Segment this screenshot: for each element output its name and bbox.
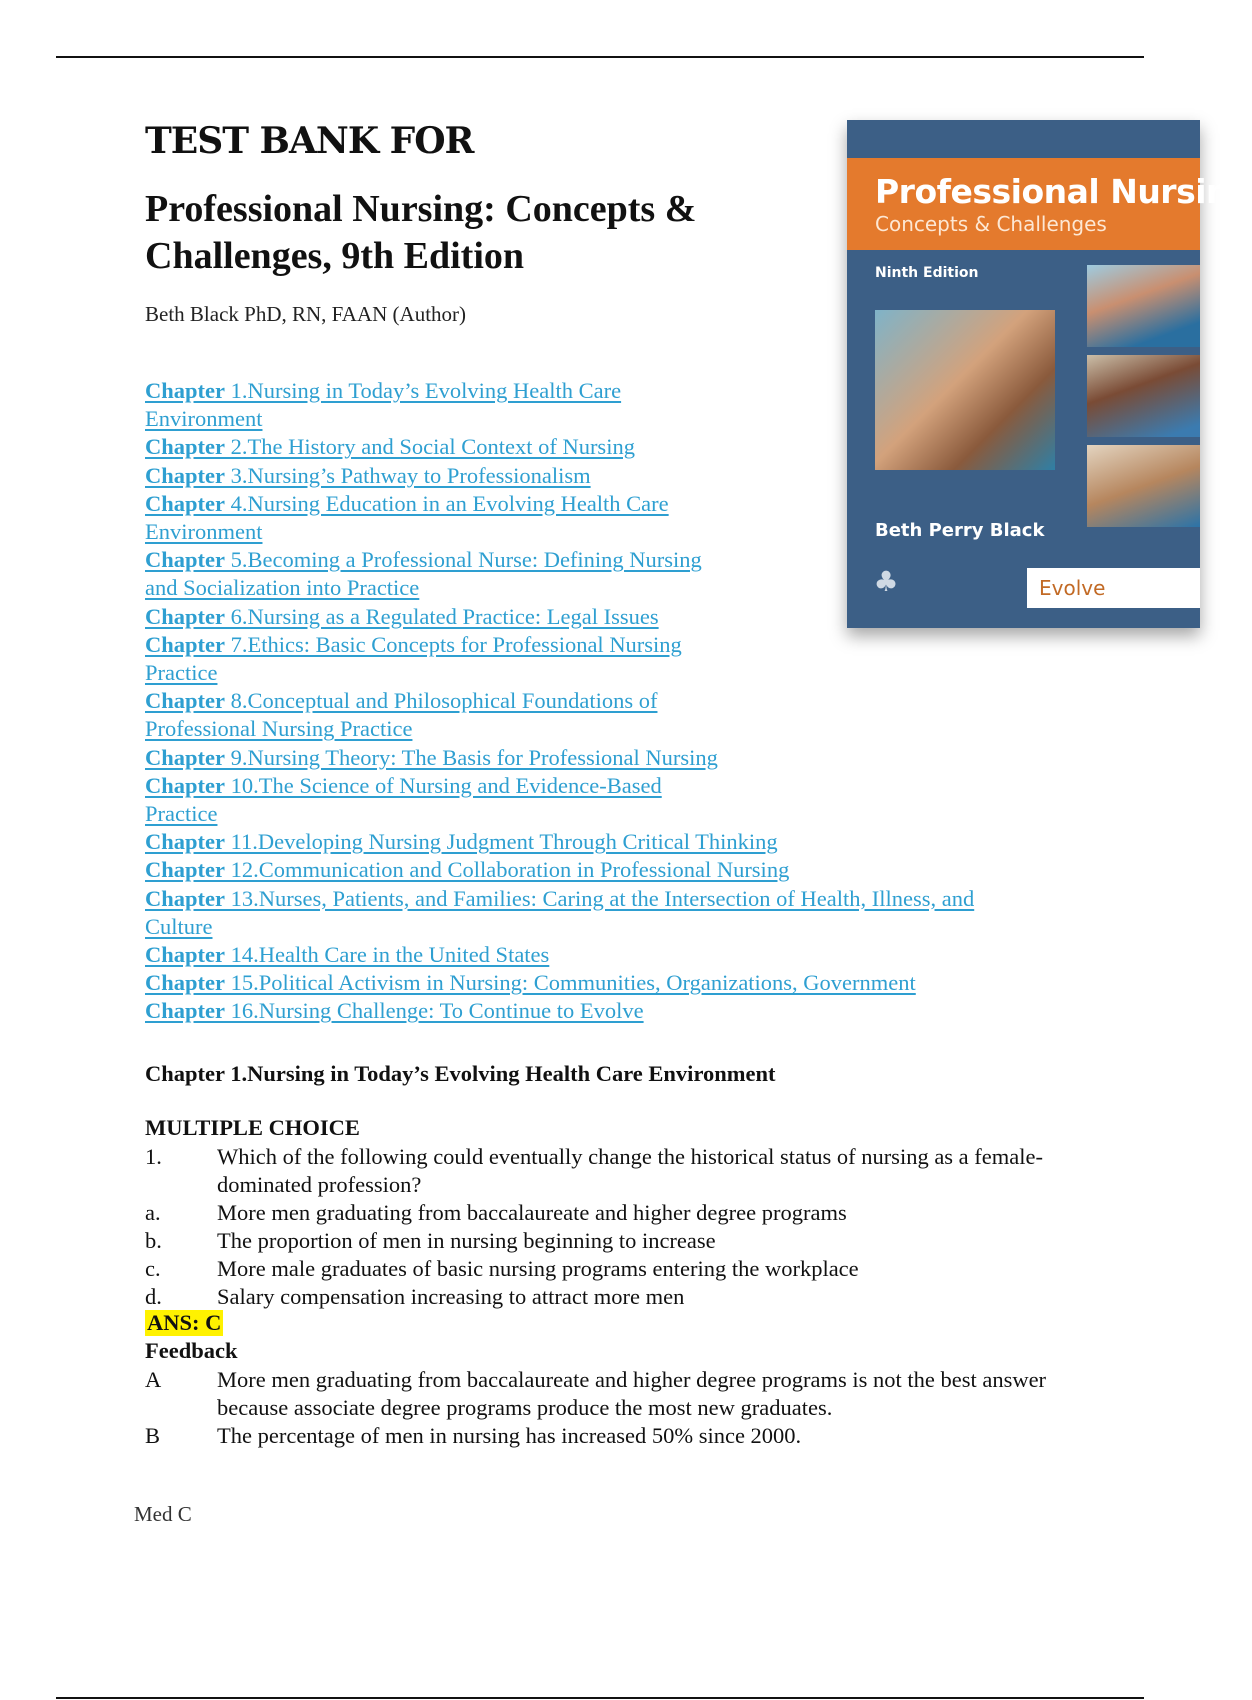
- answer-highlight: ANS: C: [147, 1310, 222, 1335]
- option-text: The proportion of men in nursing beginning to increase: [217, 1228, 716, 1253]
- toc-link-chapter-4[interactable]: [145, 490, 1045, 518]
- toc-chapter-word: Chapter: [145, 631, 225, 657]
- toc-link-chapter-1[interactable]: [145, 377, 1045, 405]
- toc-chapter-title: 3.Nursing’s Pathway to Professionalism: [225, 462, 591, 488]
- table-of-contents: [145, 377, 1045, 1026]
- toc-chapter-title: 14.Health Care in the United States: [225, 942, 550, 968]
- feedback-label: B: [145, 1423, 161, 1448]
- toc-link-chapter-16[interactable]: [145, 997, 1045, 1025]
- publisher-tree-icon: ♣: [873, 565, 899, 598]
- question-text: Which of the following could eventually change the historical status of nursing as a female- dominated profession?: [217, 1144, 1043, 1197]
- top-rule: [56, 56, 1144, 58]
- toc-chapter-word: Chapter: [145, 378, 225, 403]
- toc-chapter-title: 16.Nursing Challenge: To Continue to Evolve: [225, 998, 644, 1024]
- cover-author: Beth Perry Black: [875, 520, 1045, 541]
- evolve-badge: Evolve: [1027, 568, 1200, 608]
- toc-link-chapter-1-continued[interactable]: Environment: [145, 406, 263, 432]
- toc-chapter-word: Chapter: [145, 462, 225, 488]
- feedback-text: More men graduating from baccalaureate and higher degree programs is not the best answer because associate degree programs produce the most new graduates.: [217, 1367, 1047, 1420]
- toc-chapter-title: 12.Communication and Collaboration in Professional Nursing: [225, 857, 790, 883]
- chapter-heading: Chapter 1.Nursing in Today’s Evolving Health Care Environment: [145, 1061, 776, 1086]
- toc-link-chapter-7-continued[interactable]: Practice: [145, 660, 218, 686]
- toc-chapter-title: 2.The History and Social Context of Nursing: [225, 434, 635, 460]
- option-text: Salary compensation increasing to attract more men: [217, 1284, 685, 1309]
- toc-chapter-title: 13.Nurses, Patients, and Families: Caring at the Intersection of Health, Illness, and: [225, 885, 975, 911]
- feedback-text: The percentage of men in nursing has increased 50% since 2000.: [217, 1423, 802, 1448]
- toc-chapter-word: Chapter: [145, 490, 225, 516]
- toc-chapter-word: Chapter: [145, 688, 225, 714]
- book-title: Professional Nursing: Concepts & Challenges, 9th Edition: [145, 188, 697, 277]
- test-bank-heading: TEST BANK FOR: [145, 120, 474, 162]
- toc-link-chapter-13-continued[interactable]: Culture: [145, 913, 213, 939]
- cover-photo-grid: [1087, 265, 1200, 535]
- toc-link-chapter-11[interactable]: [145, 828, 1045, 856]
- cover-subtitle: Concepts & Challenges: [875, 212, 1107, 236]
- toc-link-chapter-10[interactable]: [145, 772, 1045, 800]
- toc-link-chapter-15[interactable]: [145, 969, 1045, 997]
- toc-chapter-title: 15.Political Activism in Nursing: Communities, Organizations, Government: [225, 970, 916, 996]
- cover-photo-1: [1087, 265, 1200, 347]
- page-footer: Med C: [134, 1502, 192, 1526]
- cover-photo-2: [1087, 355, 1200, 437]
- cover-photo-3: [1087, 445, 1200, 527]
- toc-chapter-word: Chapter: [145, 603, 225, 629]
- toc-link-chapter-4-continued[interactable]: Environment: [145, 519, 263, 545]
- toc-chapter-title: 1.Nursing in Today’s Evolving Health Care: [225, 378, 622, 403]
- toc-chapter-title: 10.The Science of Nursing and Evidence-Based: [225, 772, 662, 798]
- toc-chapter-word: Chapter: [145, 885, 225, 911]
- toc-link-chapter-2[interactable]: [145, 433, 1045, 461]
- toc-chapter-title: 11.Developing Nursing Judgment Through Critical Thinking: [225, 829, 778, 855]
- toc-chapter-word: Chapter: [145, 547, 225, 573]
- toc-chapter-word: Chapter: [145, 434, 225, 460]
- toc-link-chapter-7[interactable]: [145, 631, 1045, 659]
- toc-chapter-title: 6.Nursing as a Regulated Practice: Legal Issues: [225, 603, 659, 629]
- toc-chapter-word: Chapter: [145, 772, 225, 798]
- bottom-rule: [56, 1697, 1144, 1699]
- cover-title: Professional Nursing: [875, 172, 1252, 211]
- section-heading: MULTIPLE CHOICE: [145, 1115, 360, 1140]
- feedback-heading: Feedback: [145, 1338, 238, 1363]
- toc-chapter-word: Chapter: [145, 829, 225, 855]
- option-label: c.: [145, 1256, 161, 1281]
- book-author: Beth Black PhD, RN, FAAN (Author): [145, 302, 467, 326]
- toc-link-chapter-13[interactable]: [145, 885, 1045, 913]
- option-label: a.: [145, 1200, 161, 1225]
- toc-link-chapter-5-continued[interactable]: and Socialization into Practice: [145, 575, 420, 601]
- toc-chapter-title: 5.Becoming a Professional Nurse: Defining Nursing: [225, 547, 702, 573]
- toc-chapter-title: 4.Nursing Education in an Evolving Health Care: [225, 490, 669, 516]
- toc-chapter-title: 7.Ethics: Basic Concepts for Professional Nursing: [225, 631, 682, 657]
- toc-chapter-title: 8.Conceptual and Philosophical Foundations of: [225, 688, 658, 714]
- toc-link-chapter-8[interactable]: [145, 687, 1045, 715]
- toc-link-chapter-9[interactable]: [145, 744, 1045, 772]
- toc-chapter-word: Chapter: [145, 857, 225, 883]
- toc-chapter-title: 9.Nursing Theory: The Basis for Professional Nursing: [225, 744, 718, 770]
- toc-link-chapter-12[interactable]: [145, 856, 1045, 884]
- toc-link-chapter-3[interactable]: [145, 462, 1045, 490]
- toc-link-chapter-6[interactable]: [145, 603, 1045, 631]
- toc-link-chapter-5[interactable]: [145, 546, 1045, 574]
- toc-chapter-word: Chapter: [145, 970, 225, 996]
- option-label: d.: [145, 1284, 162, 1309]
- toc-link-chapter-14[interactable]: [145, 941, 1045, 969]
- toc-link-chapter-8-continued[interactable]: Professional Nursing Practice: [145, 716, 413, 742]
- option-text: More men graduating from baccalaureate and higher degree programs: [217, 1200, 847, 1225]
- option-text: More male graduates of basic nursing programs entering the workplace: [217, 1256, 859, 1281]
- cover-edition: Ninth Edition: [875, 265, 979, 281]
- toc-link-chapter-10-continued[interactable]: Practice: [145, 801, 218, 827]
- question-number: 1.: [145, 1144, 162, 1169]
- option-label: b.: [145, 1228, 162, 1253]
- feedback-label: A: [145, 1367, 162, 1392]
- toc-chapter-word: Chapter: [145, 744, 225, 770]
- toc-chapter-word: Chapter: [145, 942, 225, 968]
- toc-chapter-word: Chapter: [145, 998, 225, 1024]
